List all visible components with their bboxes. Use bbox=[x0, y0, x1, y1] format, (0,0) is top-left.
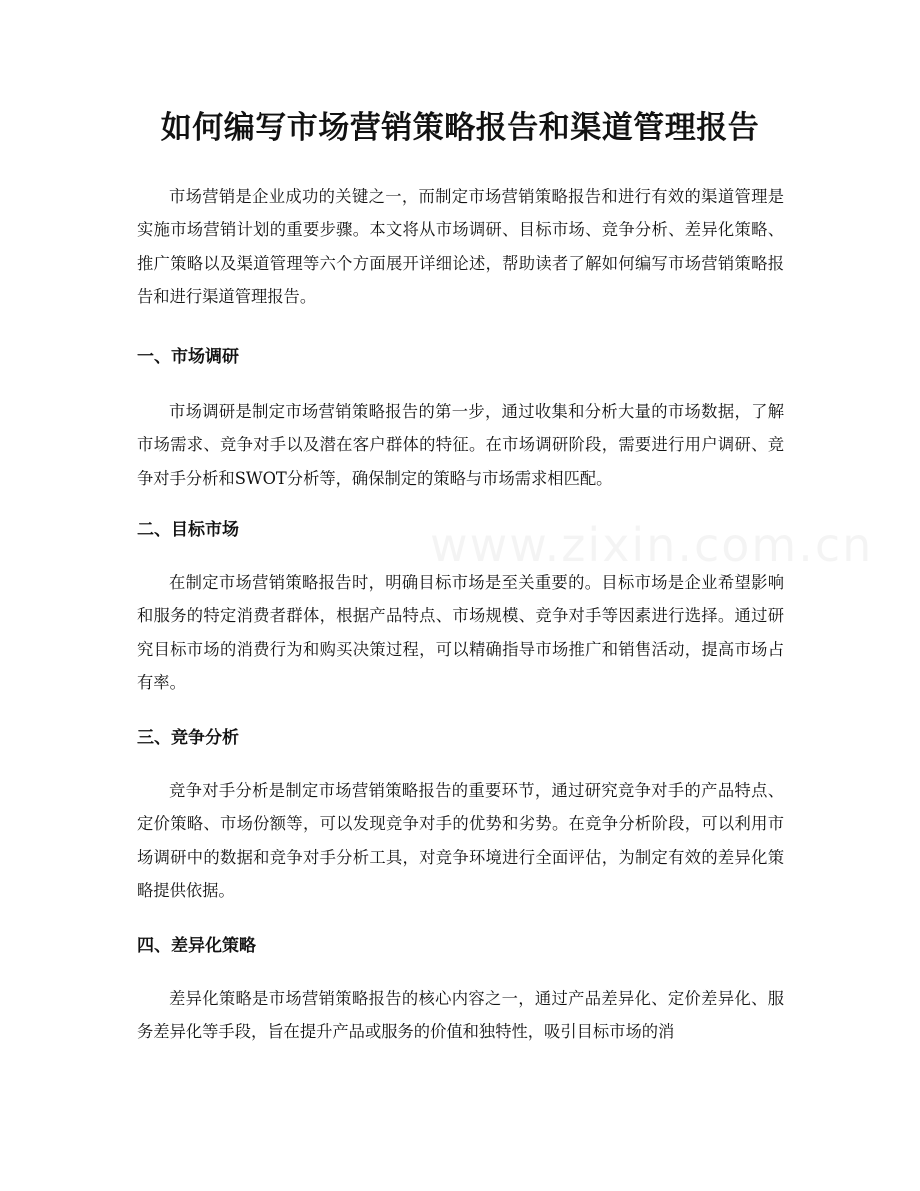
section-body-differentiation-strategy: 差异化策略是市场营销策略报告的核心内容之一，通过产品差异化、定价差异化、服务差异化等手段，旨在提升产品或服务的价值和独特性，吸引目标市场的消 bbox=[137, 989, 784, 1042]
section-heading-target-market: 二、目标市场 bbox=[137, 520, 239, 540]
intro-paragraph: 市场营销是企业成功的关键之一，而制定市场营销策略报告和进行有效的渠道管理是实施市场营销计划的重要步骤。本文将从市场调研、目标市场、竞争分析、差异化策略、推广策略以及渠道管理等六个方面展开详细论述，帮助读者了解如何编写市场营销策略报告和进行渠道管理报告。 bbox=[137, 187, 784, 307]
section-heading-market-research: 一、市场调研 bbox=[137, 347, 239, 367]
section-body-competition-analysis: 竞争对手分析是制定市场营销策略报告的重要环节，通过研究竞争对手的产品特点、定价策略、市场份额等，可以发现竞争对手的优势和劣势。在竞争分析阶段，可以利用市场调研中的数据和竞争对手分析工具，对竞争环境进行全面评估，为制定有效的差异化策略提供依据。 bbox=[137, 781, 784, 901]
section-body-market-research: 市场调研是制定市场营销策略报告的第一步，通过收集和分析大量的市场数据，了解市场需求、竞争对手以及潜在客户群体的特征。在市场调研阶段，需要进行用户调研、竞争对手分析和SWOT分析等，确保制定的策略与市场需求相匹配。 bbox=[137, 402, 784, 488]
section-heading-competition-analysis: 三、竞争分析 bbox=[137, 728, 239, 748]
page-title: 如何编写市场营销策略报告和渠道管理报告 bbox=[160, 110, 760, 146]
section-body-target-market: 在制定市场营销策略报告时，明确目标市场是至关重要的。目标市场是企业希望影响和服务的特定消费者群体，根据产品特点、市场规模、竞争对手等因素进行选择。通过研究目标市场的消费行为和购买决策过程，可以精确指导市场推广和销售活动，提高市场占有率。 bbox=[137, 573, 784, 693]
section-heading-differentiation-strategy: 四、差异化策略 bbox=[137, 936, 256, 956]
